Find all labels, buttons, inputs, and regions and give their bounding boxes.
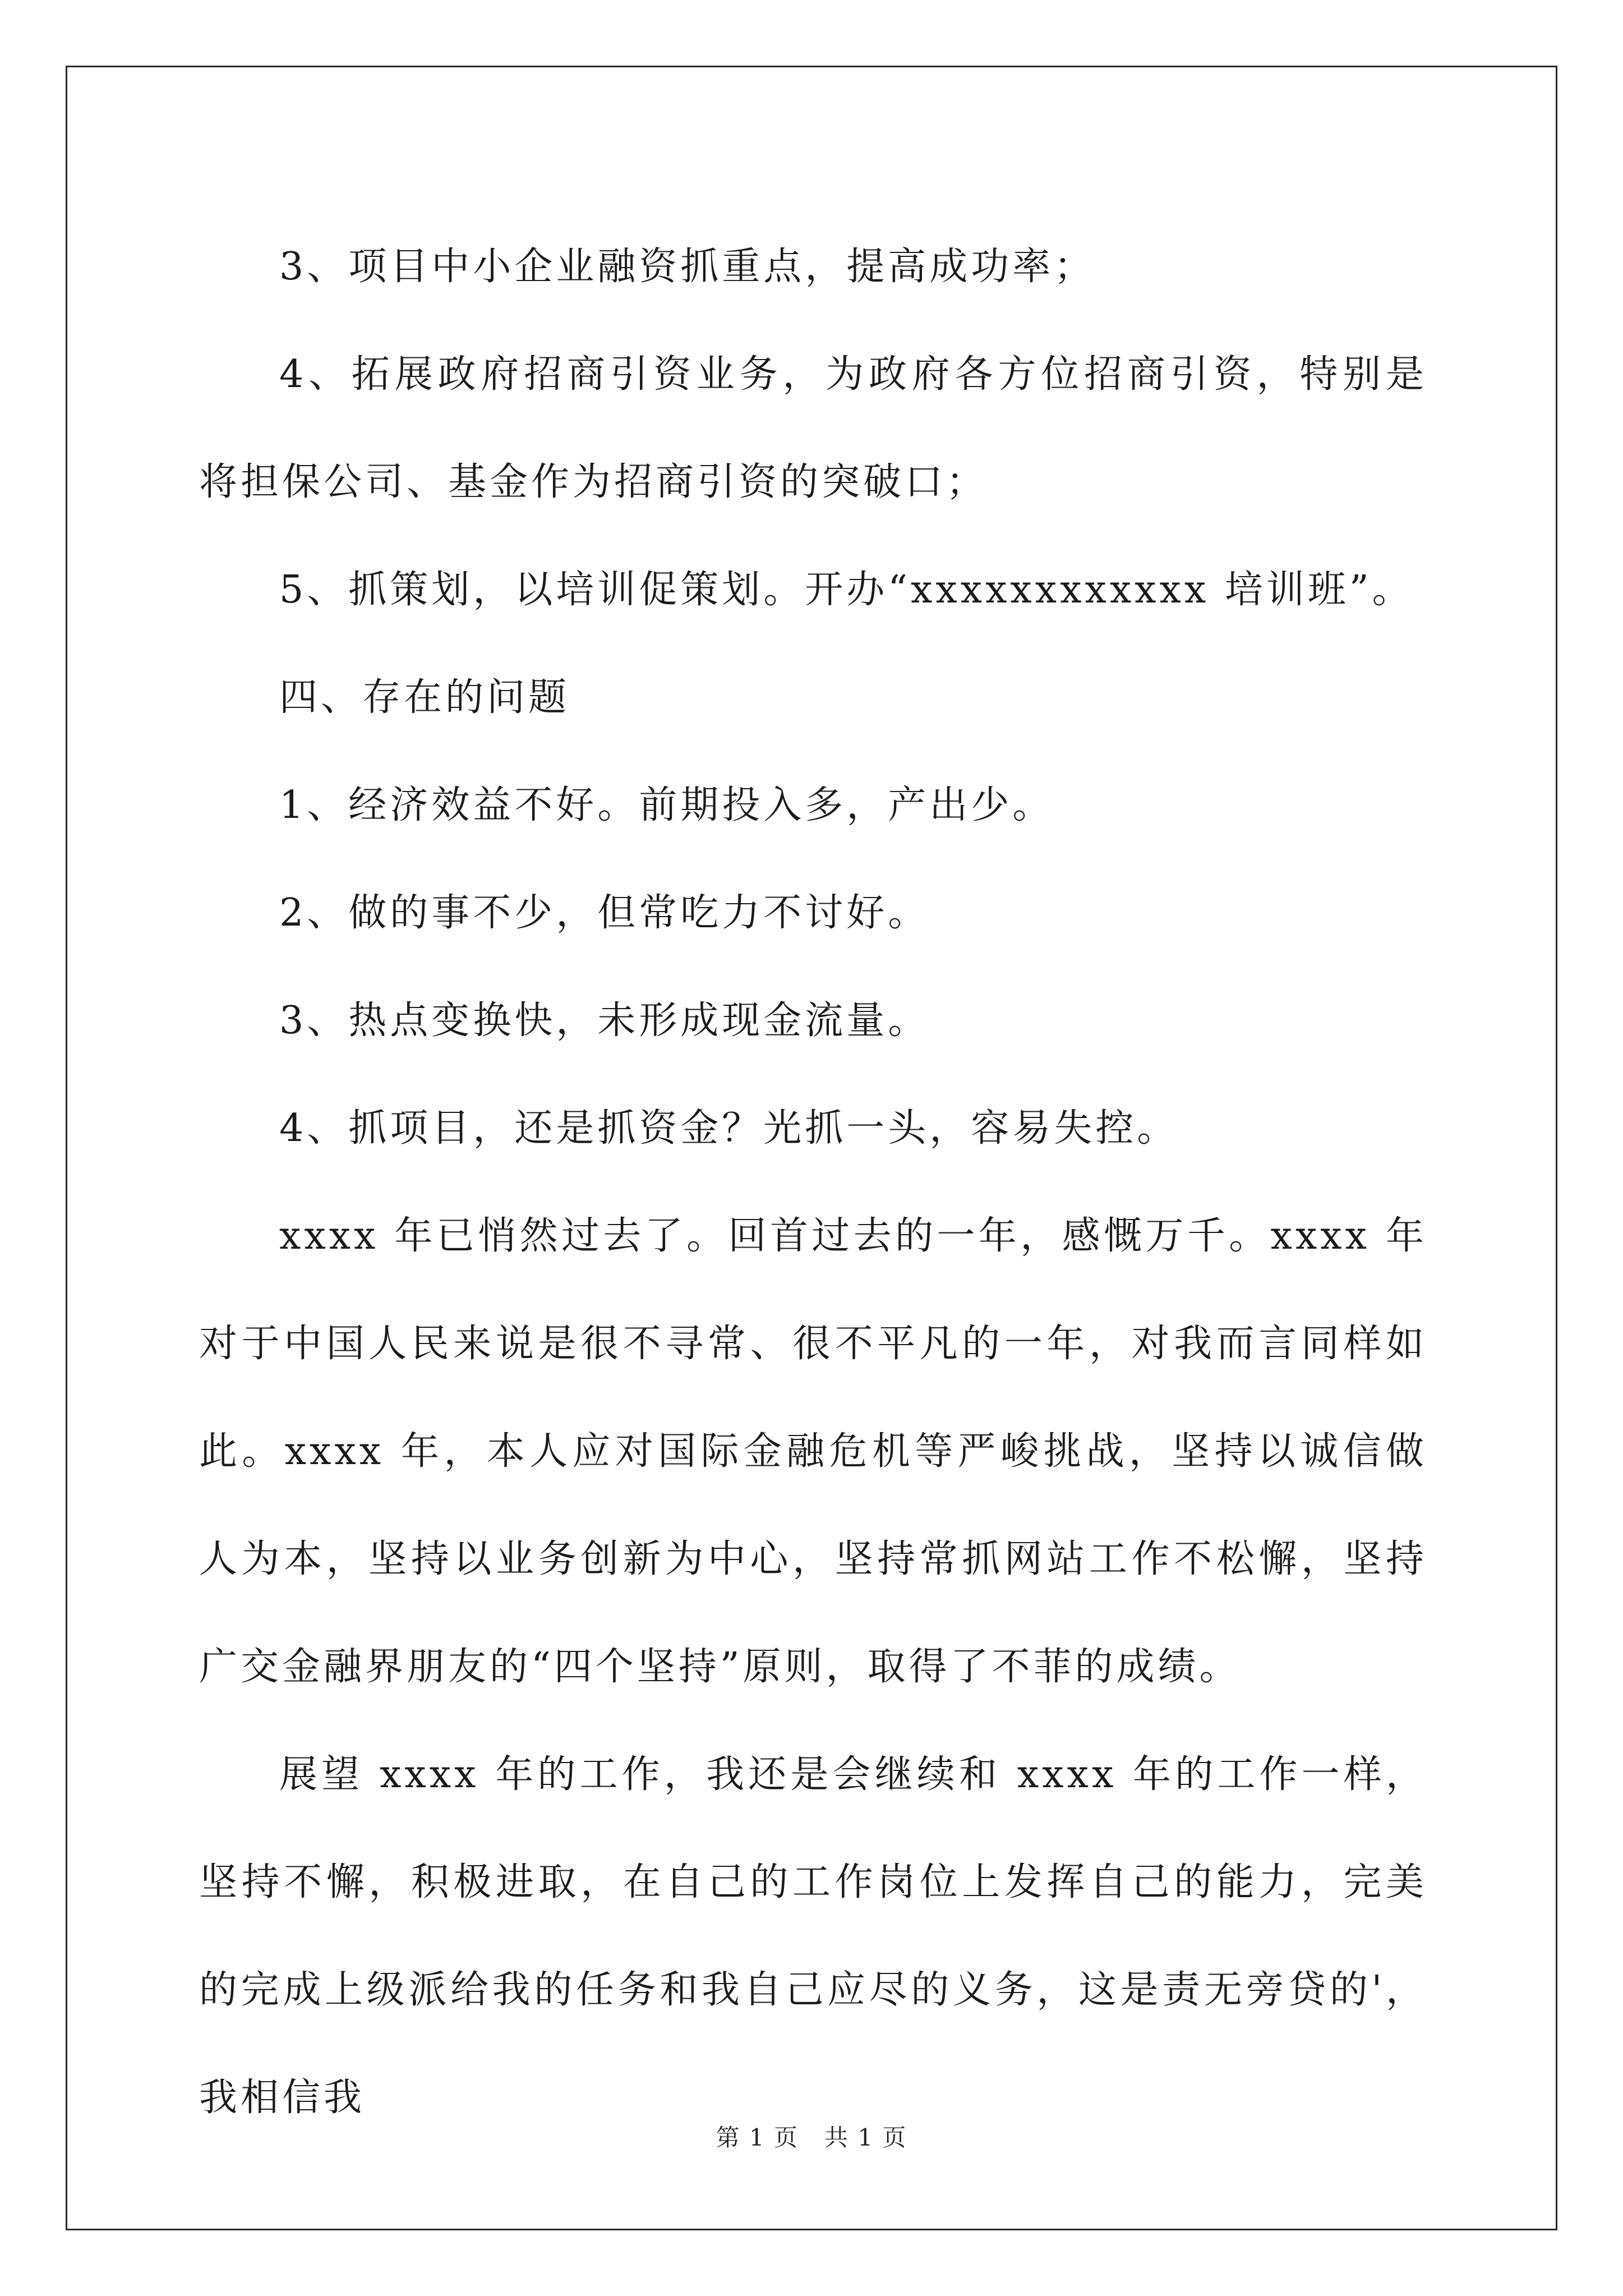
section-heading-problems: 四、存在的问题 bbox=[279, 675, 570, 720]
document-body bbox=[199, 213, 1427, 2152]
problem-item-3: 3、热点变换快，未形成现金流量。 bbox=[279, 999, 930, 1043]
outlook-paragraph: 展望 xxxx 年的工作，我还是会继续和 xxxx 年的工作一样，坚持不懈，积极进取，在自己的工作岗位上发挥自己的能力，完美的完成上级派给我的任务和我自己应尽的义务，这是责无旁贷的'，我相信我 bbox=[199, 1752, 1427, 2120]
paragraph-item-5: 5、抓策划，以培训促策划。开办“xxxxxxxxxxxx 培训班”。 bbox=[279, 568, 1414, 612]
page-number: 第 1 页 bbox=[716, 2124, 799, 2151]
page-total: 共 1 页 bbox=[824, 2124, 907, 2151]
problem-item-4: 4、抓项目，还是抓资金？光抓一头，容易失控。 bbox=[279, 1106, 1179, 1151]
problem-item-2: 2、做的事不少，但常吃力不讨好。 bbox=[279, 891, 930, 935]
paragraph-item-3: 3、项目中小企业融资抓重点，提高成功率； bbox=[279, 245, 1096, 289]
paragraph-item-4: 4、拓展政府招商引资业务，为政府各方位招商引资，特别是将担保公司、基金作为招商引资的突破口； bbox=[199, 352, 1427, 504]
page-footer bbox=[0, 2119, 1623, 2153]
problem-item-1: 1、经济效益不好。前期投入多，产出少。 bbox=[279, 783, 1054, 827]
summary-paragraph: xxxx 年已悄然过去了。回首过去的一年，感慨万千。xxxx 年对于中国人民来说是很不寻常、很不平凡的一年，对我而言同样如此。xxxx 年，本人应对国际金融危机等严峻挑战，坚持以诚信做人为本，坚持以业务创新为中心，坚持常抓网站工作不松懈，坚持广交金融界朋友的“四个坚持”原则，取得了不菲的成绩。 bbox=[199, 1214, 1427, 1689]
